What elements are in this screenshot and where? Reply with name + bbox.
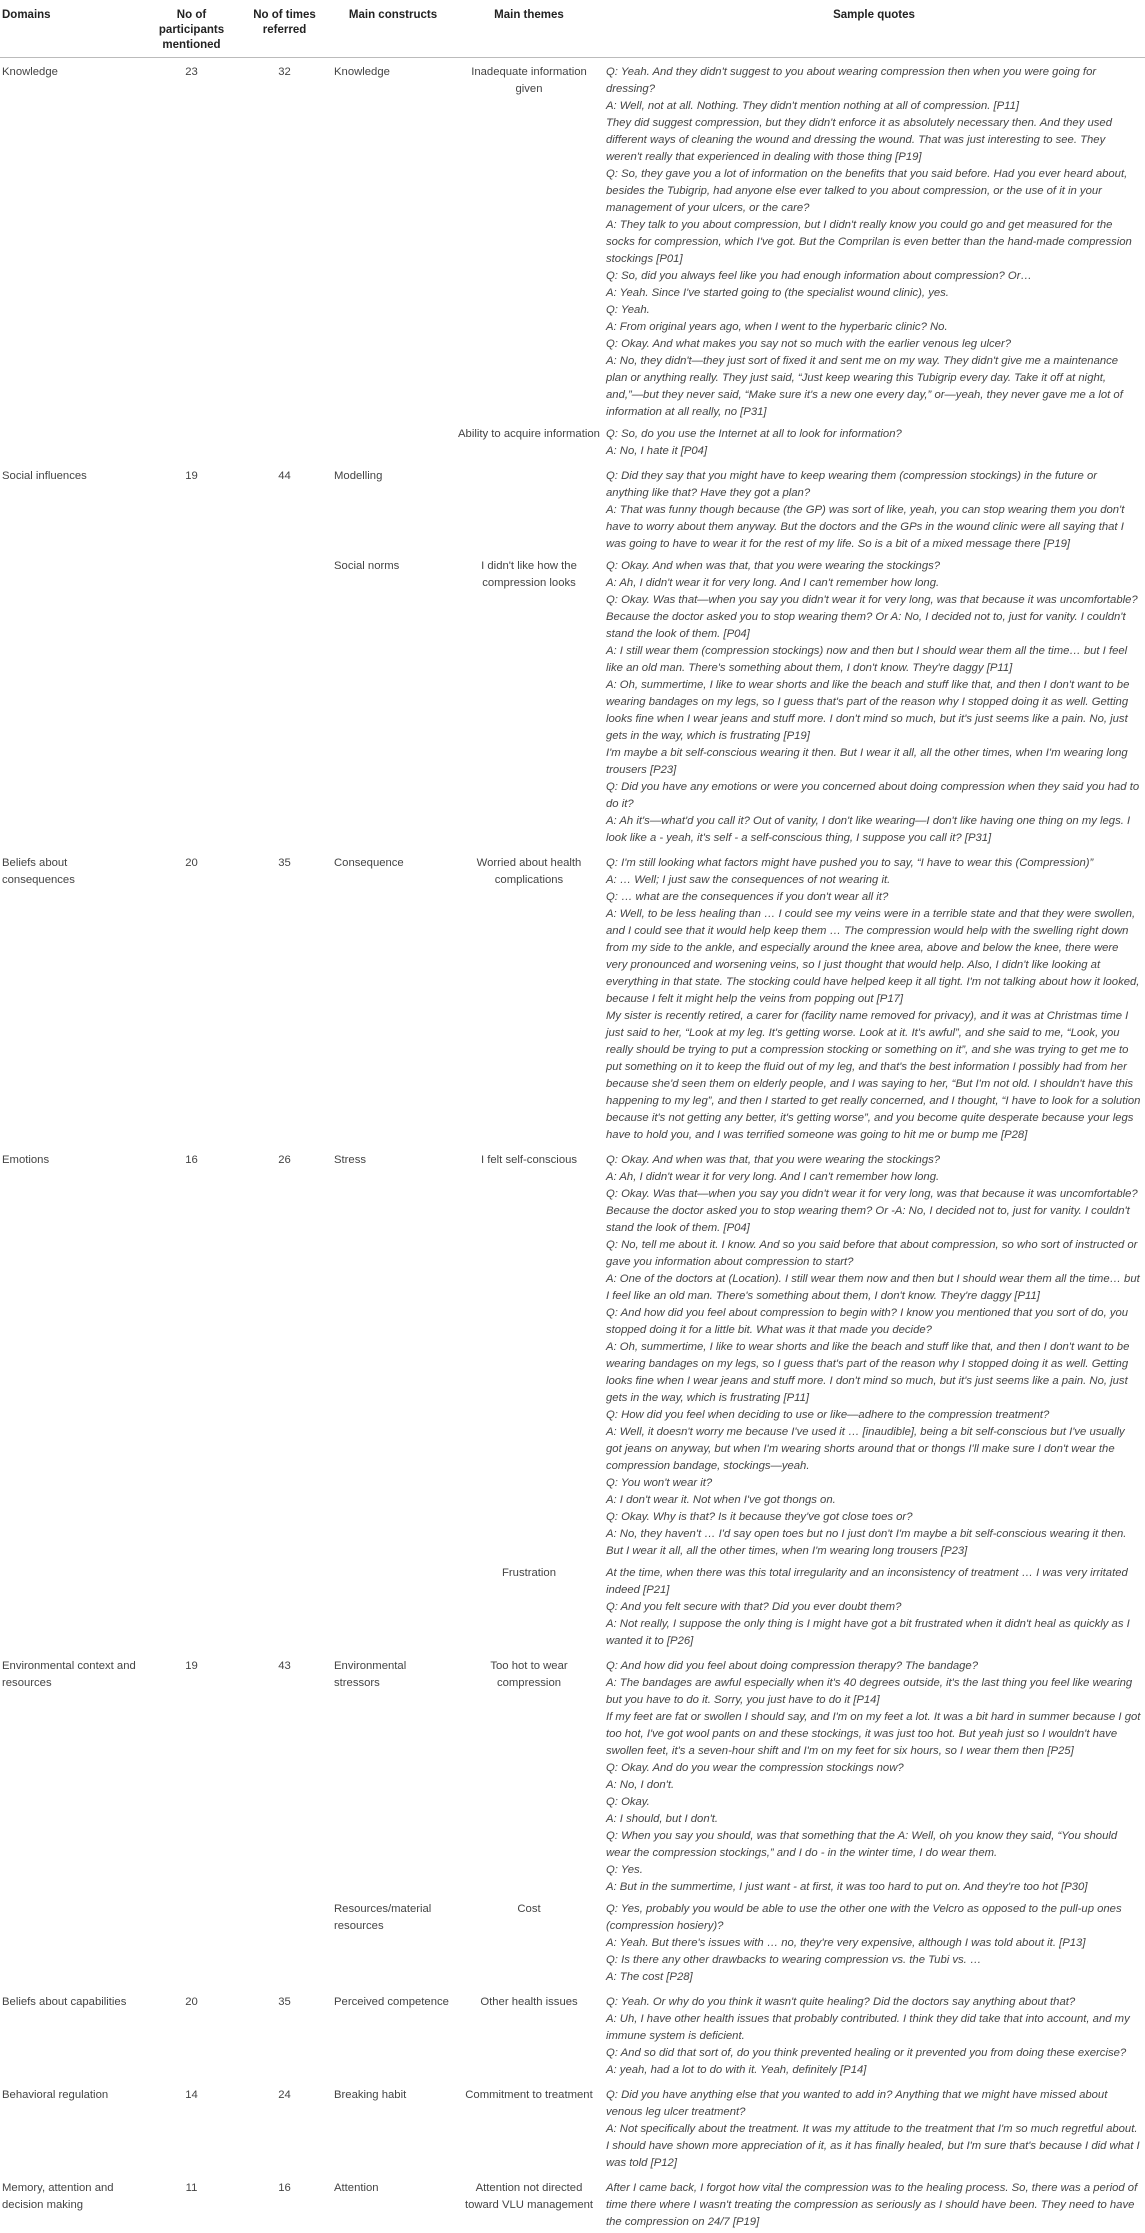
quote-line: Q: Yes, probably you would be able to use the other one with the Velcro as opposed to the pull-up ones (compression hosiery)?	[606, 1901, 1142, 1935]
header-times: No of times referred	[238, 0, 331, 58]
times-cell	[238, 423, 331, 462]
quote-line: Q: No, tell me about it. I know. And so you said before that about compression, so who sort of instructed or gave you information about compression to start?	[606, 1237, 1142, 1271]
quote-line: Q: Okay.	[606, 1794, 1142, 1811]
table-row	[0, 58, 1145, 424]
quote-line: A: One of the doctors at (Location). I still wear them now and then but I should wear them all the time… but I feel like an old man. There's something about them, I don't know. They're daggy [P11]	[606, 1271, 1142, 1305]
quote-line: Q: Okay. And when was that, that you were wearing the stockings?	[606, 1152, 1142, 1169]
table-body	[0, 58, 1145, 2233]
quote-line: Q: How did you feel when deciding to use or like—adhere to the compression treatment?	[606, 1407, 1142, 1424]
construct-cell	[331, 423, 455, 462]
quote-line: My sister is recently retired, a carer for (facility name removed for privacy), and it was at Christmas time I just said to her, “Look at my leg. It's getting worse. Look at it. It's awful”, and she said to me, “Look, you really should be trying to put a compression stocking or something on it”, and she was trying to get me to put something on it to keep the fluid out of my leg, and that's the best information I possibly had from her because she'd seen them on elderly people, and I was saying to her, “But I'm not old. I shouldn't have this happening to my leg”, and then I started to get really concerned, and I thought, “I have to look for a solution because it's not getting any better, it's getting worse”, and you become quite desperate because your legs have to hold you, and I was terrified someone was going to hit me or bump me [P28]	[606, 1008, 1142, 1144]
quotes-cell	[603, 1652, 1145, 1898]
quote-line: A: But in the summertime, I just want - at first, it was too hard to put on. And they're too hot [P30]	[606, 1879, 1142, 1896]
participants-cell: 16	[145, 1146, 238, 1562]
construct-cell: Modelling	[331, 462, 455, 555]
theme-cell: Attention not directed toward VLU management	[455, 2174, 603, 2233]
theme-cell: Cost	[455, 1898, 603, 1988]
domain-cell: Social influences	[0, 462, 145, 555]
header-participants: No of participants mentioned	[145, 0, 238, 58]
quote-line: A: That was funny though because (the GP) was sort of like, yeah, you can stop wearing them you don't have to worry about them anyway. But the doctors and the GPs in the wound clinic were all saying that I was going to have to wear it for the rest of my life. So is a bit of a mixed message there [P19]	[606, 502, 1142, 553]
table-row	[0, 1562, 1145, 1652]
table-row	[0, 423, 1145, 462]
quotes-cell	[603, 1898, 1145, 1988]
quote-line: A: Ah, I didn't wear it for very long. And I can't remember how long.	[606, 575, 1142, 592]
header-constructs: Main constructs	[331, 0, 455, 58]
theme-cell: Commitment to treatment	[455, 2081, 603, 2174]
quote-line: A: I don't wear it. Not when I've got thongs on.	[606, 1492, 1142, 1509]
domain-cell	[0, 1562, 145, 1652]
quote-line: Q: When you say you should, was that something that the A: Well, oh you know they said, “You should wear the compression stockings,” and I do - in the winter time, I do wear them.	[606, 1828, 1142, 1862]
quote-line: A: The cost [P28]	[606, 1969, 1142, 1986]
quote-line: Q: And how did you feel about compression to begin with? I know you mentioned that you sort of do, you stopped doing it for a little bit. What was it that made you decide?	[606, 1305, 1142, 1339]
quotes-cell	[603, 1146, 1145, 1562]
times-cell	[238, 1898, 331, 1988]
theme-cell: Inadequate information given	[455, 58, 603, 424]
quote-line: Q: And you felt secure with that? Did you ever doubt them?	[606, 1599, 1142, 1616]
times-cell: 35	[238, 1988, 331, 2081]
quote-line: A: Ah it's—what'd you call it? Out of vanity, I don't like wearing—I don't like having one thing on my legs. I look like a - yeah, it's self - a self-conscious thing, I suppose you call it? [P31]	[606, 813, 1142, 847]
quote-line: A: The bandages are awful especially when it's 40 degrees outside, it's the last thing you feel like wearing but you have to do it. Sorry, you just have to do it [P14]	[606, 1675, 1142, 1709]
quote-line: A: … Well; I just saw the consequences of not wearing it.	[606, 872, 1142, 889]
participants-cell: 14	[145, 2081, 238, 2174]
times-cell	[238, 555, 331, 849]
domain-cell	[0, 555, 145, 849]
quote-line: A: Yeah. Since I've started going to (the specialist wound clinic), yes.	[606, 285, 1142, 302]
quote-line: Q: Did you have anything else that you wanted to add in? Anything that we might have missed about venous leg ulcer treatment?	[606, 2087, 1142, 2121]
domain-cell: Knowledge	[0, 58, 145, 424]
quotes-cell	[603, 1562, 1145, 1652]
table-row	[0, 555, 1145, 849]
quote-line: A: No, they haven't … I'd say open toes but no I just don't I'm maybe a bit self-conscious wearing it then. But I wear it all, all the other times, when I'm wearing long trousers [P23]	[606, 1526, 1142, 1560]
quote-line: Q: You won't wear it?	[606, 1475, 1142, 1492]
construct-cell: Perceived competence	[331, 1988, 455, 2081]
quotes-cell	[603, 58, 1145, 424]
table-row	[0, 1898, 1145, 1988]
domain-cell: Memory, attention and decision making	[0, 2174, 145, 2233]
quote-line: Q: I'm still looking what factors might have pushed you to say, “I have to wear this (Compression)”	[606, 855, 1142, 872]
construct-cell: Breaking habit	[331, 2081, 455, 2174]
quote-line: Q: Okay. And when was that, that you were wearing the stockings?	[606, 558, 1142, 575]
construct-cell: Environmental stressors	[331, 1652, 455, 1898]
quote-line: Q: Is there any other drawbacks to wearing compression vs. the Tubi vs. …	[606, 1952, 1142, 1969]
quotes-cell	[603, 423, 1145, 462]
table-row	[0, 2174, 1145, 2233]
quote-line: A: Well, not at all. Nothing. They didn't mention nothing at all of compression. [P11]	[606, 98, 1142, 115]
domain-cell	[0, 1898, 145, 1988]
participants-cell	[145, 1898, 238, 1988]
times-cell: 43	[238, 1652, 331, 1898]
theme-cell: Frustration	[455, 1562, 603, 1652]
quotes-cell	[603, 555, 1145, 849]
quote-line: Q: And how did you feel about doing compression therapy? The bandage?	[606, 1658, 1142, 1675]
theme-cell: Worried about health complications	[455, 849, 603, 1146]
construct-cell: Resources/material resources	[331, 1898, 455, 1988]
quote-line: Q: So, did you always feel like you had enough information about compression? Or…	[606, 268, 1142, 285]
header-themes: Main themes	[455, 0, 603, 58]
quotes-cell	[603, 2081, 1145, 2174]
quote-line: A: I should, but I don't.	[606, 1811, 1142, 1828]
theme-cell: Too hot to wear compression	[455, 1652, 603, 1898]
quote-line: A: Not specifically about the treatment. It was my attitude to the treatment that I'm so much regretful about. I should have shown more appreciation of it, as it has finally healed, but I'm sure that's because I did what I was told [P12]	[606, 2121, 1142, 2172]
theme-cell: I didn't like how the compression looks	[455, 555, 603, 849]
participants-cell: 23	[145, 58, 238, 424]
domain-cell: Beliefs about consequences	[0, 849, 145, 1146]
participants-cell	[145, 423, 238, 462]
table-row	[0, 1988, 1145, 2081]
quote-line: At the time, when there was this total irregularity and an inconsistency of treatment … I was very irritated indeed [P21]	[606, 1565, 1142, 1599]
quote-line: A: No, they didn't—they just sort of fixed it and sent me on my way. They didn't give me a maintenance plan or anything really. They just said, “Just keep wearing this Tubigrip every day. Take it off at night, and,”—but they never said, “Make sure it's a new one every day,” or—yeah, they never gave me a lot of information at all really, no [P31]	[606, 353, 1142, 421]
construct-cell: Knowledge	[331, 58, 455, 424]
participants-cell: 19	[145, 462, 238, 555]
table-row	[0, 2081, 1145, 2174]
quote-line: After I came back, I forgot how vital the compression was to the healing process. So, there was a period of time there where I wasn't treating the compression as seriously as I should have been. They need to have the compression on 24/7 [P19]	[606, 2180, 1142, 2231]
quote-line: Q: Yeah. And they didn't suggest to you about wearing compression then when you were going for dressing?	[606, 64, 1142, 98]
quote-line: Q: Okay. Why is that? Is it because they've got close toes or?	[606, 1509, 1142, 1526]
theme-cell: Ability to acquire information	[455, 423, 603, 462]
times-cell: 26	[238, 1146, 331, 1562]
quote-line: Q: Okay. And do you wear the compression stockings now?	[606, 1760, 1142, 1777]
table-row	[0, 1652, 1145, 1898]
quote-line: Q: Yeah.	[606, 302, 1142, 319]
quotes-cell	[603, 462, 1145, 555]
theme-cell: Other health issues	[455, 1988, 603, 2081]
domain-cell: Beliefs about capabilities	[0, 1988, 145, 2081]
construct-cell	[331, 1562, 455, 1652]
quote-line: Q: … what are the consequences if you don't wear all it?	[606, 889, 1142, 906]
quote-line: A: No, I hate it [P04]	[606, 443, 1142, 460]
table-row	[0, 462, 1145, 555]
domain-cell: Behavioral regulation	[0, 2081, 145, 2174]
quote-line: A: Oh, summertime, I like to wear shorts and like the beach and stuff like that, and then I don't want to be wearing bandages on my legs, so I guess that's part of the reason why I stopped doing it as well. Getting looks fine when I wear jeans and stuff more. I don't mind so much, but it's just seems like a pain. No, just gets in the way, which is frustrating [P19]	[606, 677, 1142, 745]
participants-cell	[145, 1562, 238, 1652]
participants-cell: 11	[145, 2174, 238, 2233]
theme-cell: I felt self-conscious	[455, 1146, 603, 1562]
domain-cell	[0, 423, 145, 462]
participants-cell: 20	[145, 849, 238, 1146]
quote-line: A: They talk to you about compression, but I didn't really know you could go and get measured for the socks for compression, which I've got. But the Comprilan is even better than the hand-made compression stockings [P01]	[606, 217, 1142, 268]
quote-line: A: Well, it doesn't worry me because I've used it … [inaudible], being a bit self-conscious but I've usually got jeans on anyway, but when I'm wearing shorts around that or thongs I'll make sure I don't wear the compression bandage, stockings—yeah.	[606, 1424, 1142, 1475]
quote-line: A: I still wear them (compression stockings) now and then but I should wear them all the time… but I feel like an old man. There's something about them, I don't know. They're daggy [P11]	[606, 643, 1142, 677]
quotes-cell	[603, 2174, 1145, 2233]
quote-line: If my feet are fat or swollen I should say, and I'm on my feet a lot. It was a bit hard in summer because I got too hot, I've got wool pants on and these stockings, it was just too hot. But yeah just so I wouldn't have swollen feet, it's a seven-hour shift and I'm on my feet for six hours, so I wear them then [P25]	[606, 1709, 1142, 1760]
participants-cell: 20	[145, 1988, 238, 2081]
quote-line: A: Uh, I have other health issues that probably contributed. I think they did take that into account, and my immune system is deficient.	[606, 2011, 1142, 2045]
header-domains: Domains	[0, 0, 145, 58]
quote-line: A: From original years ago, when I went to the hyperbaric clinic? No.	[606, 319, 1142, 336]
quotes-cell	[603, 1988, 1145, 2081]
domain-cell: Emotions	[0, 1146, 145, 1562]
quote-line: Q: Yes.	[606, 1862, 1142, 1879]
times-cell: 24	[238, 2081, 331, 2174]
quote-line: A: Oh, summertime, I like to wear shorts and like the beach and stuff like that, and then I don't want to be wearing bandages on my legs, so I guess that's part of the reason why I stopped doing it as well. Getting looks fine when I wear jeans and stuff more. I don't mind so much, but it's just seems like a pain. No, just gets in the way, which is frustrating [P11]	[606, 1339, 1142, 1407]
table-row	[0, 849, 1145, 1146]
quote-line: Q: So, do you use the Internet at all to look for information?	[606, 426, 1142, 443]
table-header	[0, 0, 1145, 58]
quote-line: They did suggest compression, but they didn't enforce it as absolutely necessary then. And they used different ways of cleaning the wound and dressing the wound. That was just interesting to see. They weren't really that experienced in dealing with those thing [P19]	[606, 115, 1142, 166]
construct-cell: Stress	[331, 1146, 455, 1562]
quote-line: Q: Okay. And what makes you say not so much with the earlier venous leg ulcer?	[606, 336, 1142, 353]
quote-line: A: No, I don't.	[606, 1777, 1142, 1794]
table-row	[0, 1146, 1145, 1562]
construct-cell: Social norms	[331, 555, 455, 849]
times-cell: 16	[238, 2174, 331, 2233]
quote-line: Q: So, they gave you a lot of information on the benefits that you said before. Had you ever heard about, besides the Tubigrip, had anyone else ever talked to you about compression, or the use of it in your management of your ulcers, or the care?	[606, 166, 1142, 217]
times-cell	[238, 1562, 331, 1652]
quote-line: A: Yeah. But there's issues with … no, they're very expensive, although I was told about it. [P13]	[606, 1935, 1142, 1952]
quote-line: Q: Did they say that you might have to keep wearing them (compression stockings) in the future or anything like that? Have they got a plan?	[606, 468, 1142, 502]
header-quotes: Sample quotes	[603, 0, 1145, 58]
domain-cell: Environmental context and resources	[0, 1652, 145, 1898]
quote-line: A: yeah, had a lot to do with it. Yeah, definitely [P14]	[606, 2062, 1142, 2079]
construct-cell: Attention	[331, 2174, 455, 2233]
quotes-cell	[603, 849, 1145, 1146]
quote-line: A: Not really, I suppose the only thing is I might have got a bit frustrated when it didn't heal as quickly as I wanted it to [P26]	[606, 1616, 1142, 1650]
times-cell: 32	[238, 58, 331, 424]
quote-line: A: Well, to be less healing than … I could see my veins were in a terrible state and that they were swollen, and I could see that it would help keep them … The compression would help with the swelling right down from my side to the ankle, and especially around the knee area, above and below the knee, there were very pronounced and worsening veins, so I just thought that would help. Also, I didn't like looking at everything in that state. The stocking could have helped keep it all tight. I'm not talking about how it looked, because I felt it might help the veins from popping out [P17]	[606, 906, 1142, 1008]
quote-line: Q: Okay. Was that—when you say you didn't wear it for very long, was that because it was uncomfortable? Because the doctor asked you to stop wearing them? Or -A: No, I decided not to, just for vanity. I couldn't stand the look of them. [P04]	[606, 1186, 1142, 1237]
construct-cell: Consequence	[331, 849, 455, 1146]
quote-line: Q: And so did that sort of, do you think prevented healing or it prevented you from doing these exercise?	[606, 2045, 1142, 2062]
participants-cell	[145, 555, 238, 849]
times-cell: 35	[238, 849, 331, 1146]
quote-line: Q: Okay. Was that—when you say you didn't wear it for very long, was that because it was uncomfortable? Because the doctor asked you to stop wearing them? Or A: No, I decided not to, just for vanity. I couldn't stand the look of them. [P04]	[606, 592, 1142, 643]
theme-cell	[455, 462, 603, 555]
times-cell: 44	[238, 462, 331, 555]
participants-cell: 19	[145, 1652, 238, 1898]
quote-line: Q: Did you have any emotions or were you concerned about doing compression when they said you had to do it?	[606, 779, 1142, 813]
quote-line: I'm maybe a bit self-conscious wearing it then. But I wear it all, all the other times, when I'm wearing long trousers [P23]	[606, 745, 1142, 779]
quote-line: A: Ah, I didn't wear it for very long. And I can't remember how long.	[606, 1169, 1142, 1186]
quote-line: Q: Yeah. Or why do you think it wasn't quite healing? Did the doctors say anything about that?	[606, 1994, 1142, 2011]
